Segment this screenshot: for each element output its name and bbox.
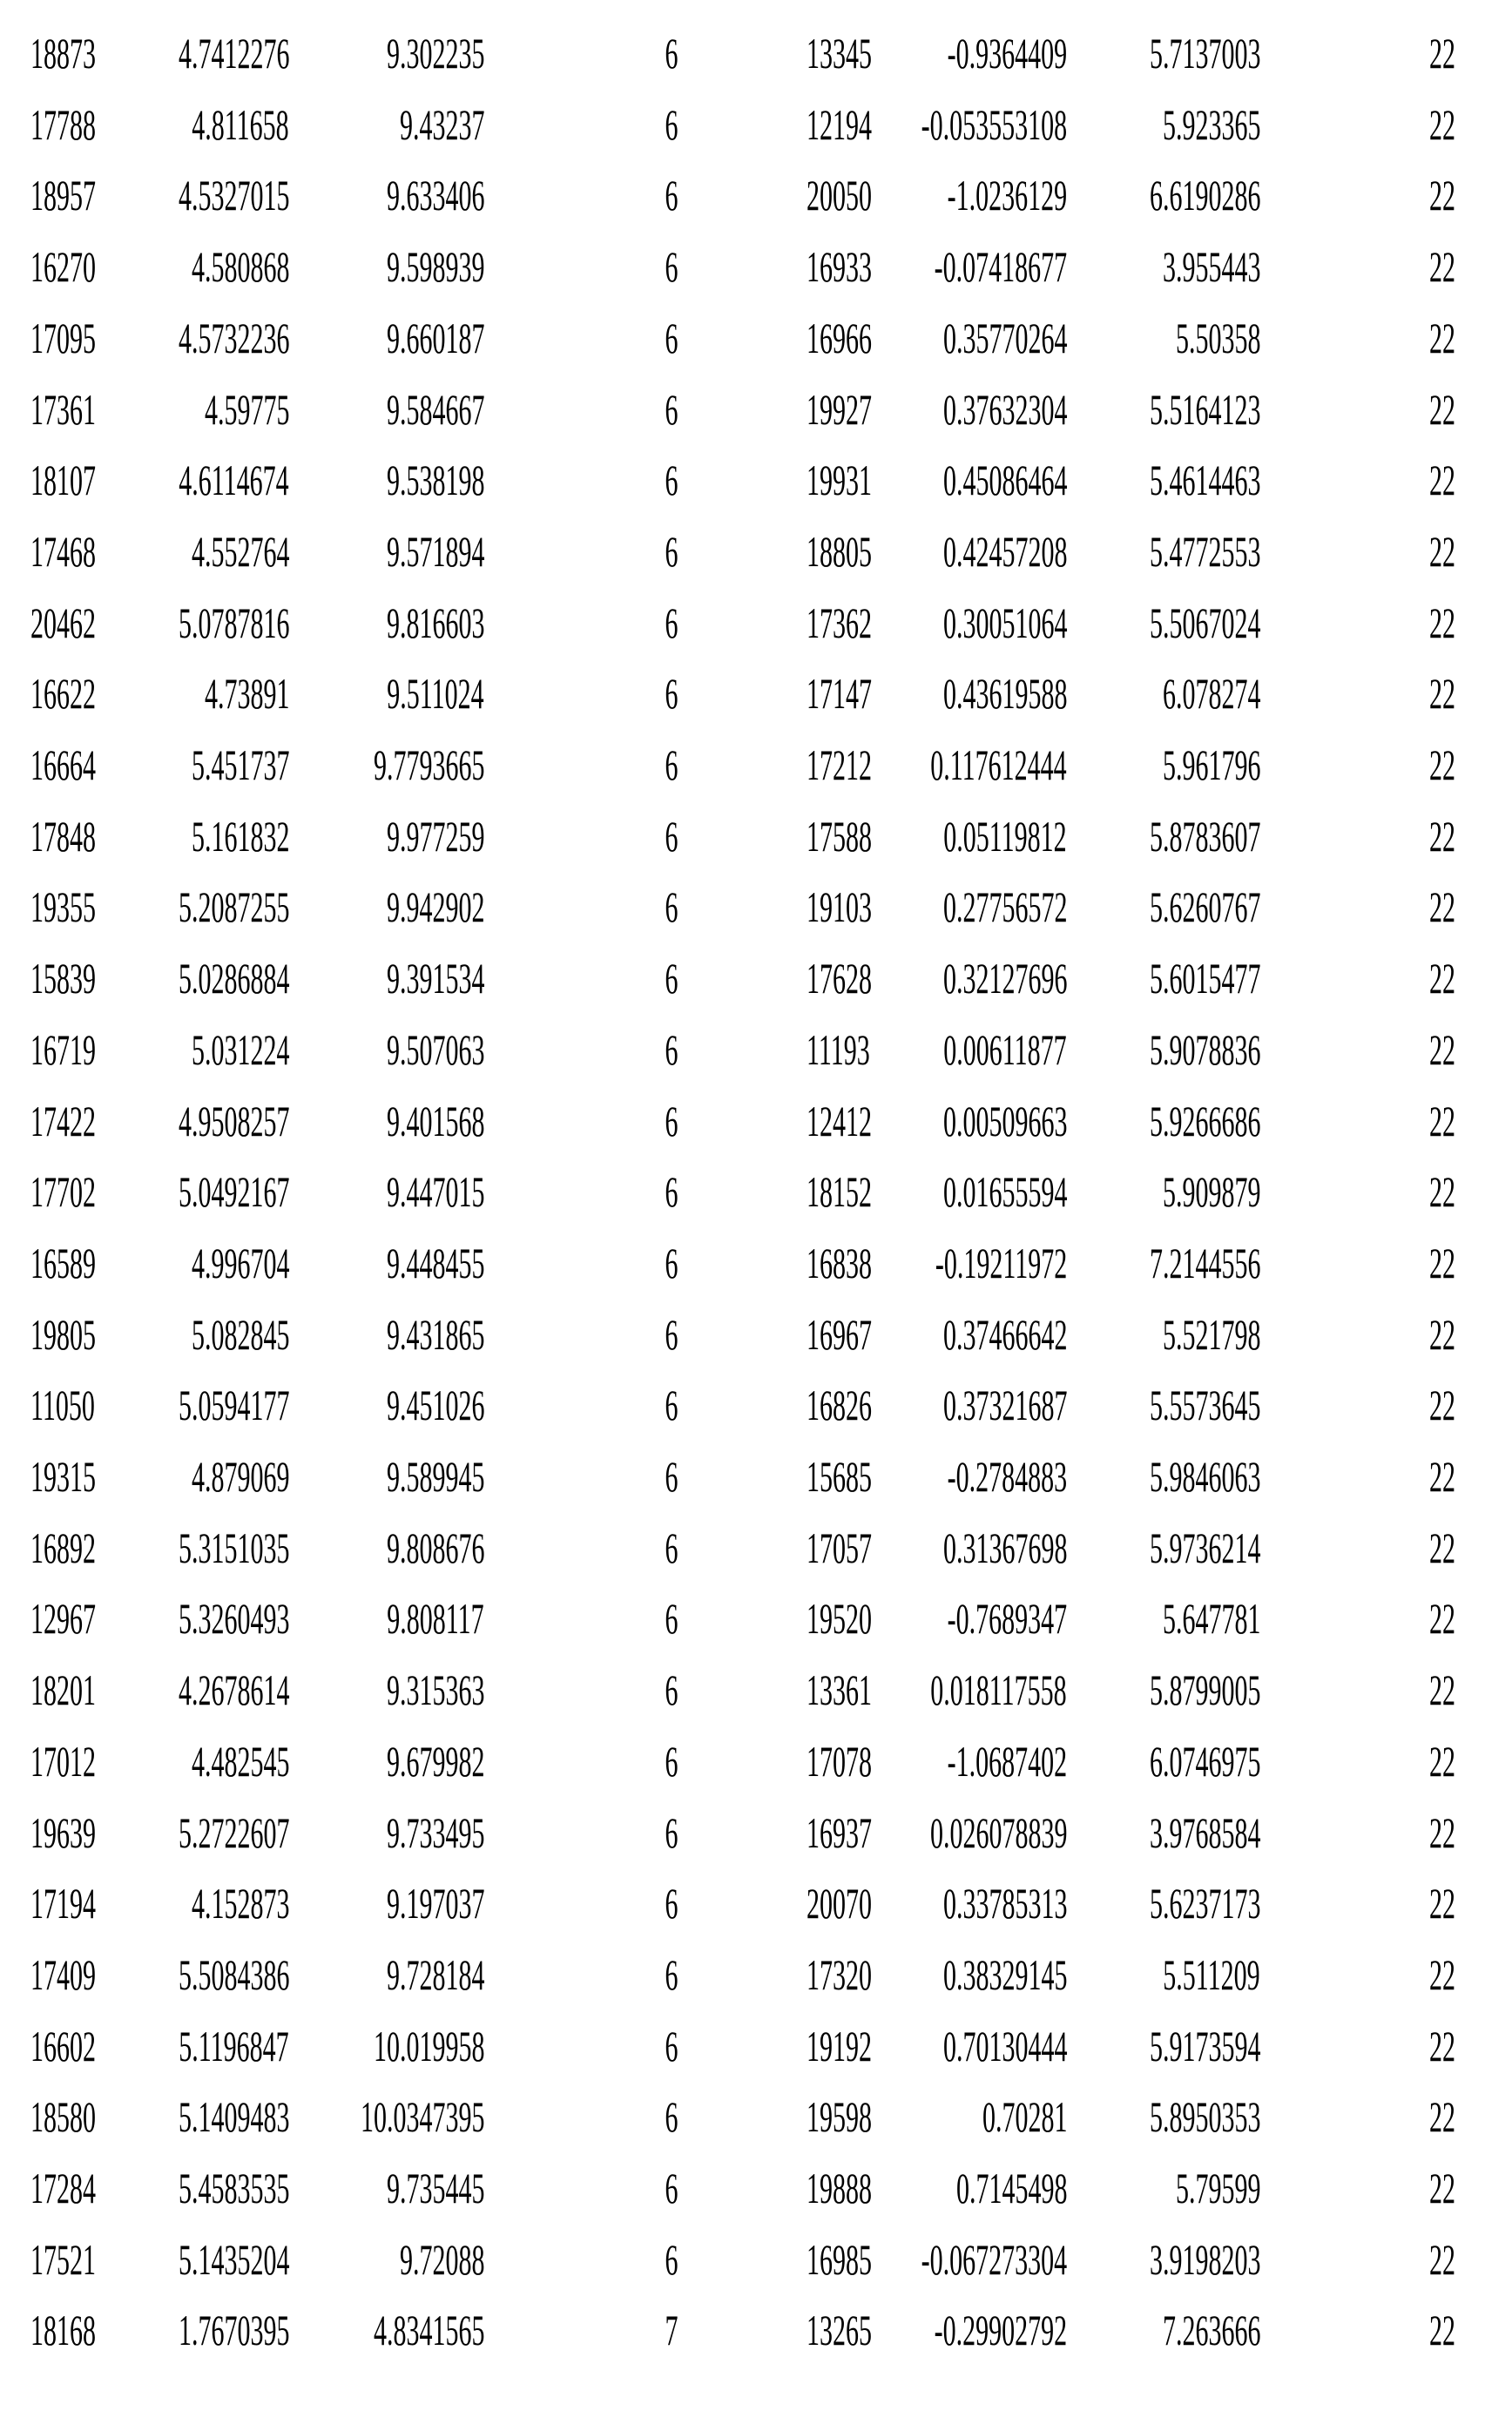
cell-id-b: 13361 <box>807 1667 872 1712</box>
cell-id-b: 16838 <box>807 1240 872 1286</box>
cell-group-a: 6 <box>651 742 692 787</box>
cell-group-a: 6 <box>651 671 692 716</box>
cell-id-b: 19192 <box>807 2023 872 2069</box>
cell-value-b1: 0.70281 <box>982 2094 1068 2139</box>
cell-id-b: 18152 <box>807 1169 872 1214</box>
cell-value-b1: 0.026078839 <box>930 1810 1068 1855</box>
cell-id-a: 16664 <box>30 742 96 787</box>
cell-value-b2: 7.263666 <box>1163 2307 1261 2353</box>
cell-value-a1: 4.7412276 <box>179 30 290 76</box>
cell-value-b1: 0.70130444 <box>943 2023 1068 2069</box>
cell-group-b: 22 <box>1429 1810 1455 1855</box>
cell-group-a: 6 <box>651 1739 692 1784</box>
table-row <box>0 814 1512 859</box>
cell-value-b1: -1.0236129 <box>948 172 1067 218</box>
table-row <box>0 1312 1512 1357</box>
cell-id-a: 11050 <box>30 1382 95 1428</box>
cell-group-b: 22 <box>1429 30 1455 76</box>
cell-value-a2: 9.598939 <box>387 244 485 289</box>
cell-group-b: 22 <box>1429 315 1455 361</box>
cell-value-b2: 5.9078836 <box>1150 1027 1261 1072</box>
table-row <box>0 1739 1512 1784</box>
cell-id-b: 12412 <box>807 1098 872 1144</box>
table-row <box>0 1098 1512 1144</box>
cell-value-a1: 5.4583535 <box>179 2165 290 2211</box>
cell-id-a: 18873 <box>30 30 96 76</box>
cell-value-b1: 0.43619588 <box>943 671 1068 716</box>
table-row <box>0 244 1512 289</box>
cell-id-b: 17588 <box>807 814 872 859</box>
cell-id-a: 19355 <box>30 884 96 929</box>
cell-value-a2: 9.733495 <box>387 1810 485 1855</box>
table-row <box>0 1169 1512 1214</box>
cell-group-a: 7 <box>651 2307 692 2353</box>
cell-value-b2: 5.6260767 <box>1150 884 1261 929</box>
cell-group-b: 22 <box>1429 1382 1455 1428</box>
cell-value-b1: 0.33785313 <box>943 1881 1068 1926</box>
cell-group-a: 6 <box>651 529 692 574</box>
cell-group-a: 6 <box>651 814 692 859</box>
cell-group-a: 6 <box>651 30 692 76</box>
cell-id-b: 17078 <box>807 1739 872 1784</box>
cell-id-b: 11193 <box>807 1027 870 1072</box>
cell-value-a1: 4.73891 <box>205 671 290 716</box>
cell-id-b: 19927 <box>807 387 872 432</box>
cell-value-a1: 4.879069 <box>192 1454 290 1499</box>
cell-id-b: 16967 <box>807 1312 872 1357</box>
cell-value-b1: -0.7689347 <box>948 1596 1067 1641</box>
cell-id-a: 17012 <box>30 1739 96 1784</box>
cell-group-b: 22 <box>1429 1739 1455 1784</box>
cell-value-a2: 9.197037 <box>387 1881 485 1926</box>
cell-group-b: 22 <box>1429 671 1455 716</box>
table-row <box>0 172 1512 218</box>
cell-value-b2: 5.79599 <box>1176 2165 1261 2211</box>
table-row <box>0 315 1512 361</box>
cell-value-a2: 9.315363 <box>387 1667 485 1712</box>
cell-value-a2: 9.507063 <box>387 1027 485 1072</box>
cell-id-b: 18805 <box>807 529 872 574</box>
cell-value-a1: 4.482545 <box>192 1739 290 1784</box>
cell-value-b2: 5.909879 <box>1163 1169 1261 1214</box>
cell-value-a2: 9.942902 <box>387 884 485 929</box>
cell-id-a: 17422 <box>30 1098 96 1144</box>
cell-id-a: 18201 <box>30 1667 96 1712</box>
cell-id-a: 17095 <box>30 315 96 361</box>
cell-group-a: 6 <box>651 1952 692 1997</box>
cell-id-a: 17788 <box>30 102 96 147</box>
table-row <box>0 387 1512 432</box>
cell-id-a: 17361 <box>30 387 96 432</box>
cell-id-a: 16602 <box>30 2023 96 2069</box>
cell-value-a1: 5.2087255 <box>179 884 290 929</box>
cell-group-b: 22 <box>1429 1454 1455 1499</box>
cell-value-a2: 9.728184 <box>387 1952 485 1997</box>
cell-group-b: 22 <box>1429 2023 1455 2069</box>
cell-value-b1: -0.067273304 <box>921 2237 1067 2282</box>
cell-id-b: 16985 <box>807 2237 872 2282</box>
cell-group-b: 22 <box>1429 600 1455 645</box>
cell-id-b: 17628 <box>807 956 872 1001</box>
cell-id-a: 16270 <box>30 244 96 289</box>
cell-group-b: 22 <box>1429 387 1455 432</box>
cell-id-a: 16719 <box>30 1027 96 1072</box>
cell-value-b1: -0.053553108 <box>921 102 1067 147</box>
cell-value-a2: 10.0347395 <box>361 2094 485 2139</box>
cell-value-b1: 0.27756572 <box>943 884 1068 929</box>
cell-id-b: 17057 <box>807 1525 872 1570</box>
cell-id-b: 20050 <box>807 172 872 218</box>
cell-id-a: 17848 <box>30 814 96 859</box>
cell-id-a: 20462 <box>30 600 96 645</box>
cell-id-a: 16622 <box>30 671 96 716</box>
cell-group-a: 6 <box>651 1525 692 1570</box>
cell-value-b1: 0.42457208 <box>943 529 1068 574</box>
cell-value-a2: 9.816603 <box>387 600 485 645</box>
cell-value-a1: 5.0286884 <box>179 956 290 1001</box>
cell-group-a: 6 <box>651 1169 692 1214</box>
cell-id-a: 17468 <box>30 529 96 574</box>
cell-group-b: 22 <box>1429 2237 1455 2282</box>
cell-group-a: 6 <box>651 1312 692 1357</box>
cell-value-a2: 9.391534 <box>387 956 485 1001</box>
cell-value-b2: 6.078274 <box>1163 671 1261 716</box>
cell-group-b: 22 <box>1429 457 1455 503</box>
cell-value-b1: 0.37321687 <box>943 1382 1068 1428</box>
table-row <box>0 1667 1512 1712</box>
cell-value-b1: -0.07418677 <box>935 244 1067 289</box>
cell-value-a2: 9.571894 <box>387 529 485 574</box>
cell-group-a: 6 <box>651 956 692 1001</box>
cell-value-b2: 5.511209 <box>1164 1952 1260 1997</box>
cell-value-b2: 5.9846063 <box>1150 1454 1261 1499</box>
cell-id-b: 19888 <box>807 2165 872 2211</box>
table-row <box>0 671 1512 716</box>
cell-value-a1: 5.0594177 <box>179 1382 290 1428</box>
cell-group-b: 22 <box>1429 172 1455 218</box>
cell-value-a1: 5.1435204 <box>179 2237 290 2282</box>
cell-value-a2: 9.431865 <box>387 1312 485 1357</box>
cell-value-b2: 5.5067024 <box>1150 600 1261 645</box>
cell-group-a: 6 <box>651 884 692 929</box>
cell-value-a1: 5.082845 <box>192 1312 290 1357</box>
cell-group-a: 6 <box>651 244 692 289</box>
table-row <box>0 1881 1512 1926</box>
table-row <box>0 457 1512 503</box>
cell-value-b2: 7.2144556 <box>1150 1240 1261 1286</box>
cell-group-a: 6 <box>651 1667 692 1712</box>
cell-value-a1: 4.5732236 <box>179 315 290 361</box>
cell-value-a1: 4.59775 <box>205 387 290 432</box>
cell-group-b: 22 <box>1429 2094 1455 2139</box>
cell-value-a2: 9.511024 <box>388 671 484 716</box>
cell-group-a: 6 <box>651 1454 692 1499</box>
cell-value-b2: 5.9736214 <box>1150 1525 1261 1570</box>
cell-id-b: 16937 <box>807 1810 872 1855</box>
cell-group-b: 22 <box>1429 956 1455 1001</box>
cell-group-b: 22 <box>1429 2307 1455 2353</box>
cell-value-b1: 0.018117558 <box>931 1667 1067 1712</box>
table-row <box>0 1596 1512 1641</box>
cell-group-b: 22 <box>1429 244 1455 289</box>
cell-id-b: 19598 <box>807 2094 872 2139</box>
cell-value-b2: 5.9266686 <box>1150 1098 1261 1144</box>
cell-id-a: 19315 <box>30 1454 96 1499</box>
cell-value-a2: 9.977259 <box>387 814 485 859</box>
cell-group-a: 6 <box>651 2023 692 2069</box>
cell-id-b: 16933 <box>807 244 872 289</box>
cell-value-b1: 0.38329145 <box>943 1952 1068 1997</box>
cell-value-b2: 5.961796 <box>1163 742 1261 787</box>
cell-group-b: 22 <box>1429 1596 1455 1641</box>
cell-group-a: 6 <box>651 1596 692 1641</box>
cell-group-a: 6 <box>651 457 692 503</box>
cell-group-a: 6 <box>651 102 692 147</box>
cell-value-b2: 3.9198203 <box>1150 2237 1261 2282</box>
cell-value-a2: 9.584667 <box>387 387 485 432</box>
cell-value-b1: 0.01655594 <box>943 1169 1068 1214</box>
cell-id-a: 12967 <box>30 1596 96 1641</box>
cell-value-a2: 9.43237 <box>400 102 485 147</box>
cell-group-b: 22 <box>1429 1098 1455 1144</box>
cell-value-a2: 9.447015 <box>387 1169 485 1214</box>
cell-id-b: 19103 <box>807 884 872 929</box>
cell-id-a: 19805 <box>30 1312 96 1357</box>
cell-id-a: 16892 <box>30 1525 96 1570</box>
cell-value-b1: 0.30051064 <box>943 600 1068 645</box>
cell-group-b: 22 <box>1429 529 1455 574</box>
cell-id-b: 17147 <box>807 671 872 716</box>
cell-value-a2: 9.72088 <box>400 2237 485 2282</box>
cell-id-b: 16966 <box>807 315 872 361</box>
cell-value-a2: 4.8341565 <box>374 2307 485 2353</box>
cell-group-a: 6 <box>651 600 692 645</box>
table-row <box>0 600 1512 645</box>
cell-value-a1: 4.580868 <box>192 244 290 289</box>
cell-group-a: 6 <box>651 2094 692 2139</box>
cell-value-b2: 6.0746975 <box>1150 1739 1261 1784</box>
cell-value-b1: 0.32127696 <box>943 956 1068 1001</box>
cell-value-a2: 9.679982 <box>387 1739 485 1784</box>
cell-id-a: 18580 <box>30 2094 96 2139</box>
table-row <box>0 1382 1512 1428</box>
cell-value-b2: 5.4772553 <box>1150 529 1261 574</box>
cell-value-b2: 5.923365 <box>1163 102 1261 147</box>
cell-id-a: 17702 <box>30 1169 96 1214</box>
table-row <box>0 1240 1512 1286</box>
cell-group-b: 22 <box>1429 102 1455 147</box>
table-row <box>0 1454 1512 1499</box>
cell-id-b: 17362 <box>807 600 872 645</box>
cell-id-a: 17284 <box>30 2165 96 2211</box>
cell-id-b: 19931 <box>807 457 872 503</box>
cell-value-b1: -0.9364409 <box>948 30 1067 76</box>
cell-group-a: 6 <box>651 2237 692 2282</box>
cell-value-b2: 5.9173594 <box>1150 2023 1261 2069</box>
cell-group-b: 22 <box>1429 1667 1455 1712</box>
cell-value-a2: 9.401568 <box>387 1098 485 1144</box>
table-row <box>0 1027 1512 1072</box>
table-row <box>0 956 1512 1001</box>
table-row <box>0 742 1512 787</box>
cell-group-b: 22 <box>1429 1312 1455 1357</box>
table-row <box>0 102 1512 147</box>
cell-value-b1: 0.117612444 <box>931 742 1067 787</box>
cell-value-b2: 5.6237173 <box>1150 1881 1261 1926</box>
cell-group-a: 6 <box>651 2165 692 2211</box>
cell-value-a2: 10.019958 <box>374 2023 485 2069</box>
cell-value-a1: 5.451737 <box>192 742 290 787</box>
cell-value-a2: 9.448455 <box>387 1240 485 1286</box>
cell-id-b: 19520 <box>807 1596 872 1641</box>
cell-value-a1: 4.996704 <box>192 1240 290 1286</box>
cell-value-b2: 5.6015477 <box>1150 956 1261 1001</box>
cell-value-b2: 5.8799005 <box>1150 1667 1261 1712</box>
cell-id-a: 18168 <box>30 2307 96 2353</box>
table-row <box>0 529 1512 574</box>
cell-group-b: 22 <box>1429 1027 1455 1072</box>
cell-id-b: 20070 <box>807 1881 872 1926</box>
cell-id-a: 16589 <box>30 1240 96 1286</box>
cell-value-a2: 9.808117 <box>388 1596 484 1641</box>
cell-value-a1: 4.152873 <box>192 1881 290 1926</box>
table-row <box>0 1810 1512 1855</box>
cell-group-b: 22 <box>1429 884 1455 929</box>
table-row <box>0 2165 1512 2211</box>
cell-id-b: 17320 <box>807 1952 872 1997</box>
cell-id-a: 18107 <box>30 457 96 503</box>
cell-value-a1: 5.1196847 <box>179 2023 289 2069</box>
table-row <box>0 2237 1512 2282</box>
cell-value-a1: 5.2722607 <box>179 1810 290 1855</box>
cell-group-a: 6 <box>651 1881 692 1926</box>
cell-value-a2: 9.302235 <box>387 30 485 76</box>
cell-id-a: 17194 <box>30 1881 96 1926</box>
cell-value-b1: 0.05119812 <box>944 814 1067 859</box>
cell-value-a1: 5.5084386 <box>179 1952 290 1997</box>
table-row <box>0 2307 1512 2353</box>
table-row <box>0 2094 1512 2139</box>
cell-group-b: 22 <box>1429 1240 1455 1286</box>
cell-value-a2: 9.660187 <box>387 315 485 361</box>
cell-value-a2: 9.735445 <box>387 2165 485 2211</box>
table-row <box>0 2023 1512 2069</box>
cell-group-a: 6 <box>651 1098 692 1144</box>
cell-group-b: 22 <box>1429 1169 1455 1214</box>
cell-value-b2: 6.6190286 <box>1150 172 1261 218</box>
cell-id-b: 17212 <box>807 742 872 787</box>
cell-value-a1: 5.0492167 <box>179 1169 290 1214</box>
cell-value-a1: 4.811658 <box>192 102 289 147</box>
cell-value-a1: 5.0787816 <box>179 600 290 645</box>
cell-group-b: 22 <box>1429 1525 1455 1570</box>
table-row <box>0 884 1512 929</box>
cell-value-b1: 0.35770264 <box>943 315 1068 361</box>
cell-value-a1: 5.1409483 <box>179 2094 290 2139</box>
cell-group-b: 22 <box>1429 1881 1455 1926</box>
cell-id-b: 13265 <box>807 2307 872 2353</box>
cell-value-b1: -1.0687402 <box>948 1739 1067 1784</box>
cell-value-a2: 9.538198 <box>387 457 485 503</box>
cell-value-b1: 0.45086464 <box>943 457 1068 503</box>
cell-value-a2: 9.7793665 <box>374 742 485 787</box>
cell-group-a: 6 <box>651 172 692 218</box>
cell-value-a1: 5.161832 <box>192 814 290 859</box>
cell-value-b2: 5.521798 <box>1163 1312 1261 1357</box>
cell-value-b2: 5.4614463 <box>1150 457 1261 503</box>
cell-group-a: 6 <box>651 1240 692 1286</box>
cell-id-b: 12194 <box>807 102 872 147</box>
cell-id-b: 16826 <box>807 1382 872 1428</box>
cell-value-b2: 5.8950353 <box>1150 2094 1261 2139</box>
cell-value-a2: 9.633406 <box>387 172 485 218</box>
cell-value-b1: 0.31367698 <box>943 1525 1068 1570</box>
cell-group-a: 6 <box>651 1027 692 1072</box>
cell-group-b: 22 <box>1429 2165 1455 2211</box>
cell-value-a1: 1.7670395 <box>179 2307 290 2353</box>
table-row <box>0 1952 1512 1997</box>
cell-value-b2: 5.8783607 <box>1150 814 1261 859</box>
cell-id-a: 18957 <box>30 172 96 218</box>
cell-id-a: 17409 <box>30 1952 96 1997</box>
cell-value-a1: 4.9508257 <box>179 1098 290 1144</box>
cell-value-a1: 4.6114674 <box>179 457 289 503</box>
cell-group-b: 22 <box>1429 1952 1455 1997</box>
cell-value-b1: -0.29902792 <box>935 2307 1067 2353</box>
cell-value-b2: 5.50358 <box>1176 315 1261 361</box>
cell-value-b1: 0.37632304 <box>943 387 1068 432</box>
cell-value-a2: 9.451026 <box>387 1382 485 1428</box>
cell-value-b1: -0.2784883 <box>948 1454 1067 1499</box>
table-row <box>0 1525 1512 1570</box>
cell-id-b: 15685 <box>807 1454 872 1499</box>
cell-id-a: 19639 <box>30 1810 96 1855</box>
cell-value-a1: 5.031224 <box>192 1027 290 1072</box>
cell-value-a1: 4.552764 <box>192 529 290 574</box>
cell-group-a: 6 <box>651 315 692 361</box>
cell-value-a1: 5.3260493 <box>179 1596 290 1641</box>
cell-value-b1: -0.19211972 <box>935 1240 1067 1286</box>
cell-value-a1: 4.2678614 <box>179 1667 290 1712</box>
cell-value-b2: 5.647781 <box>1163 1596 1261 1641</box>
cell-id-a: 17521 <box>30 2237 96 2282</box>
cell-value-a2: 9.808676 <box>387 1525 485 1570</box>
cell-group-b: 22 <box>1429 814 1455 859</box>
cell-id-b: 13345 <box>807 30 872 76</box>
cell-value-a2: 9.589945 <box>387 1454 485 1499</box>
cell-group-a: 6 <box>651 1382 692 1428</box>
cell-group-a: 6 <box>651 1810 692 1855</box>
cell-id-a: 15839 <box>30 956 96 1001</box>
cell-group-a: 6 <box>651 387 692 432</box>
cell-value-b1: 0.37466642 <box>943 1312 1068 1357</box>
cell-value-b2: 3.9768584 <box>1150 1810 1261 1855</box>
cell-value-a1: 4.5327015 <box>179 172 290 218</box>
cell-value-b2: 5.5573645 <box>1150 1382 1261 1428</box>
cell-value-b1: 0.00509663 <box>943 1098 1068 1144</box>
cell-value-b2: 3.955443 <box>1163 244 1261 289</box>
cell-value-b1: 0.7145498 <box>956 2165 1068 2211</box>
cell-value-b2: 5.5164123 <box>1150 387 1261 432</box>
cell-value-a1: 5.3151035 <box>179 1525 290 1570</box>
cell-value-b2: 5.7137003 <box>1150 30 1261 76</box>
cell-group-b: 22 <box>1429 742 1455 787</box>
table-row <box>0 30 1512 76</box>
cell-value-b1: 0.00611877 <box>944 1027 1067 1072</box>
